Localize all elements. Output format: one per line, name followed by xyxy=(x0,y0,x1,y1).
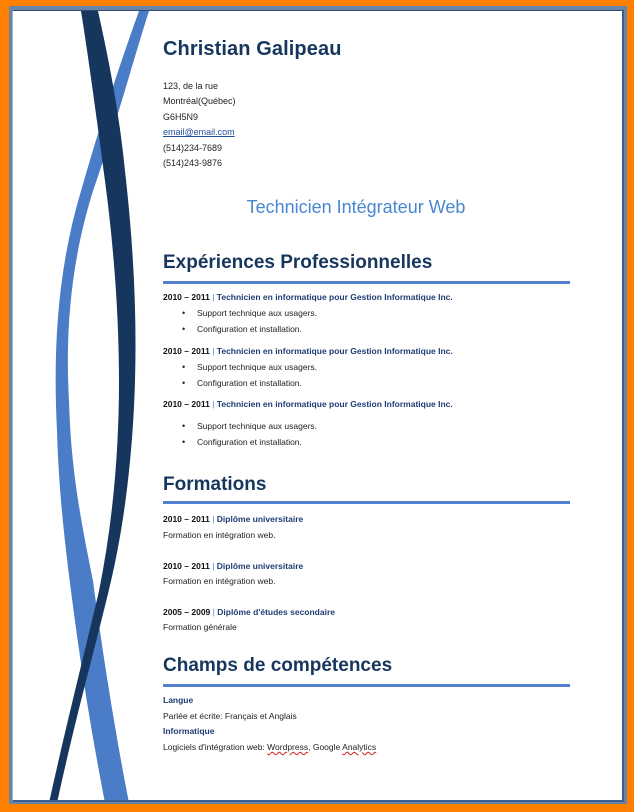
address-line1: 123, de la rue xyxy=(163,81,219,91)
section-title-skills: Champs de compétences xyxy=(163,655,393,676)
spellcheck-word: Analytics xyxy=(342,742,377,752)
formation-diploma: Diplôme universitaire xyxy=(216,561,304,571)
list-item: • Support technique aux usagers. xyxy=(182,308,318,318)
list-item: • Configuration et installation. xyxy=(182,378,302,388)
experience-entry-2 xyxy=(163,346,453,356)
section-title-formations: Formations xyxy=(163,474,267,495)
list-item: • Support technique aux usagers. xyxy=(182,362,318,372)
experience-role: Technicien en informatique pour Gestion Informatique Inc. xyxy=(216,346,453,356)
email-line xyxy=(163,125,235,140)
formation-diploma: Diplôme universitaire xyxy=(216,514,304,524)
experience-entry-3 xyxy=(163,399,453,409)
job-title: Technicien Intégrateur Web xyxy=(246,197,466,217)
separator: | xyxy=(212,514,215,524)
formation-detail: Formation en intégration web. xyxy=(163,530,276,540)
bullet-icon: • xyxy=(182,324,186,334)
spellcheck-word: Wordpress xyxy=(267,742,309,752)
separator: | xyxy=(212,346,215,356)
email-link[interactable]: email@email.com xyxy=(163,127,235,137)
separator: | xyxy=(212,607,215,617)
candidate-name: Christian Galipeau xyxy=(163,38,342,60)
list-item: • Configuration et installation. xyxy=(182,324,302,334)
skill-label-it: Informatique xyxy=(163,726,215,736)
experience-role: Technicien en informatique pour Gestion Informatique Inc. xyxy=(216,292,453,302)
phone2: (514)243-9876 xyxy=(163,158,223,168)
skill-value-language: Parlée et écrite: Français et Anglais xyxy=(163,711,297,721)
separator: | xyxy=(212,561,215,571)
address-line2: Montréal(Québec) xyxy=(163,96,236,106)
experience-years: 2010 – 2011 xyxy=(163,399,210,409)
section-rule xyxy=(163,501,570,504)
section-title-experiences: Expériences Professionnelles xyxy=(163,252,433,273)
experience-role: Technicien en informatique pour Gestion Informatique Inc. xyxy=(216,399,453,409)
bullet-icon: • xyxy=(182,362,186,372)
section-rule xyxy=(163,684,570,687)
formation-detail: Formation générale xyxy=(163,622,237,632)
section-rule xyxy=(163,281,570,284)
phone1: (514)234-7689 xyxy=(163,143,223,153)
postal-code: G6H5N9 xyxy=(163,112,199,122)
resume-content xyxy=(13,11,622,800)
formation-years: 2010 – 2011 xyxy=(163,561,210,571)
bullet-icon: • xyxy=(182,378,186,388)
formation-years: 2010 – 2011 xyxy=(163,514,210,524)
separator: | xyxy=(212,399,215,409)
separator: | xyxy=(212,292,215,302)
formation-diploma: Diplôme d'études secondaire xyxy=(217,607,335,617)
bullet-icon: • xyxy=(182,421,186,431)
formation-entry-2 xyxy=(163,561,303,571)
skill-value-it: Logiciels d'intégration web: Wordpress, Google Analytics xyxy=(163,742,377,752)
experience-years: 2010 – 2011 xyxy=(163,292,210,302)
experience-entry-1 xyxy=(163,292,453,302)
resume-page xyxy=(12,10,624,802)
skill-label-language: Langue xyxy=(163,695,194,705)
list-item: • Configuration et installation. xyxy=(182,437,302,447)
formation-entry-3 xyxy=(163,607,335,617)
list-item: • Support technique aux usagers. xyxy=(182,421,318,431)
formation-detail: Formation en intégration web. xyxy=(163,576,276,586)
bullet-icon: • xyxy=(182,308,186,318)
bullet-icon: • xyxy=(182,437,186,447)
formation-entry-1 xyxy=(163,514,303,524)
formation-years: 2005 – 2009 xyxy=(163,607,211,617)
experience-years: 2010 – 2011 xyxy=(163,346,210,356)
